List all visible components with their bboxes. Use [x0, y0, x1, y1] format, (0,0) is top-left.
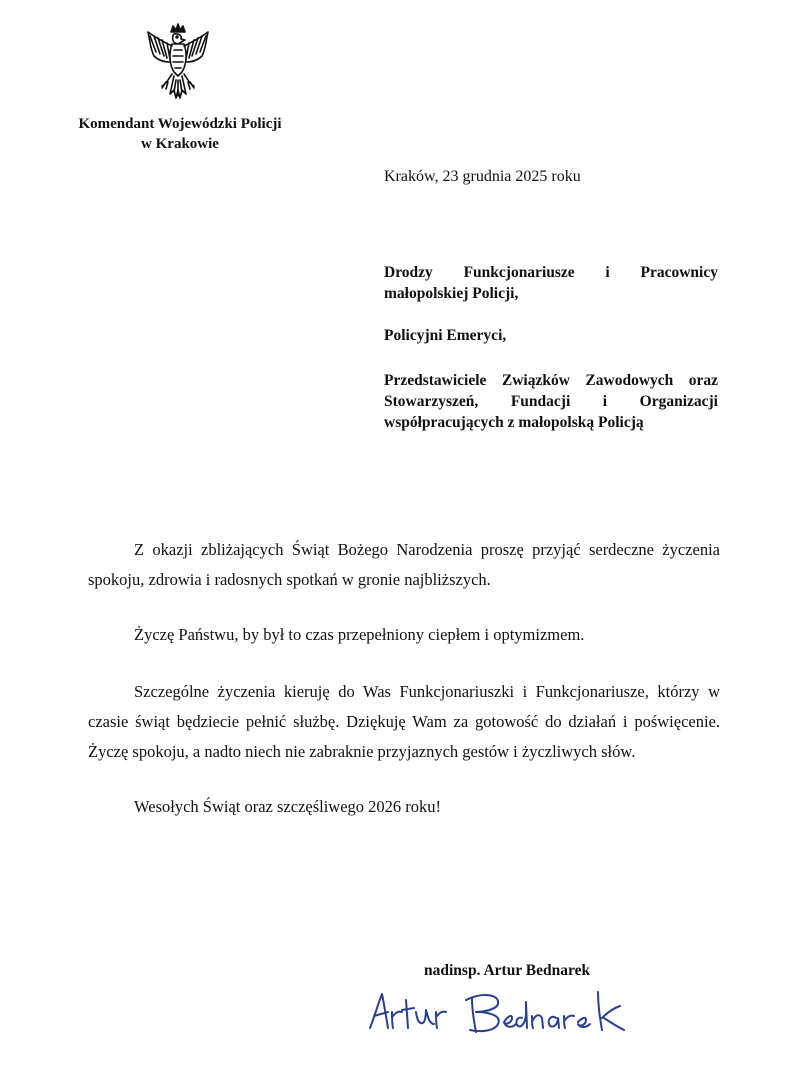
signer-name: nadinsp. Artur Bednarek	[424, 962, 591, 979]
letterhead-issuer	[40, 114, 320, 154]
body-paragraph-duty: Szczególne życzenia kieruję do Was Funkcjonariuszki i Funkcjonariusze, którzy w czasie świąt będziecie pełnić służbę. Dziękuję Wam za gotowość do działań i poświęcenie. Życzę spokoju, a nadto niech nie zabraknie przyjaznych gestów i życzliwych słów.	[88, 682, 720, 761]
addressee-retirees: Policyjni Emeryci,	[384, 327, 507, 344]
body-paragraph-closing: Wesołych Świąt oraz szczęśliwego 2026 roku!	[134, 797, 442, 816]
polish-eagle-emblem-icon	[138, 22, 218, 108]
addressee-officers: Drodzy Funkcjonariusze i Pracownicy małopolskiej Policji,	[384, 264, 718, 302]
addressee-organizations: Przedstawiciele Związków Zawodowych oraz Stowarzyszeń, Fundacji i Organizacji współpracujących z małopolską Policją	[384, 372, 718, 431]
issuer-line-2: w Krakowie	[141, 136, 219, 152]
body-paragraph-wishes: Życzę Państwu, by był to czas przepełniony ciepłem i optymizmem.	[134, 625, 585, 644]
letter-date: Kraków, 23 grudnia 2025 roku	[384, 168, 581, 185]
issuer-line-1: Komendant Wojewódzki Policji	[78, 116, 282, 132]
body-paragraph-greetings: Z okazji zbliżających Świąt Bożego Narodzenia proszę przyjąć serdeczne życzenia spokoju, zdrowia i radosnych spotkań w gronie najbliższych.	[88, 540, 720, 589]
handwritten-signature	[362, 982, 662, 1042]
